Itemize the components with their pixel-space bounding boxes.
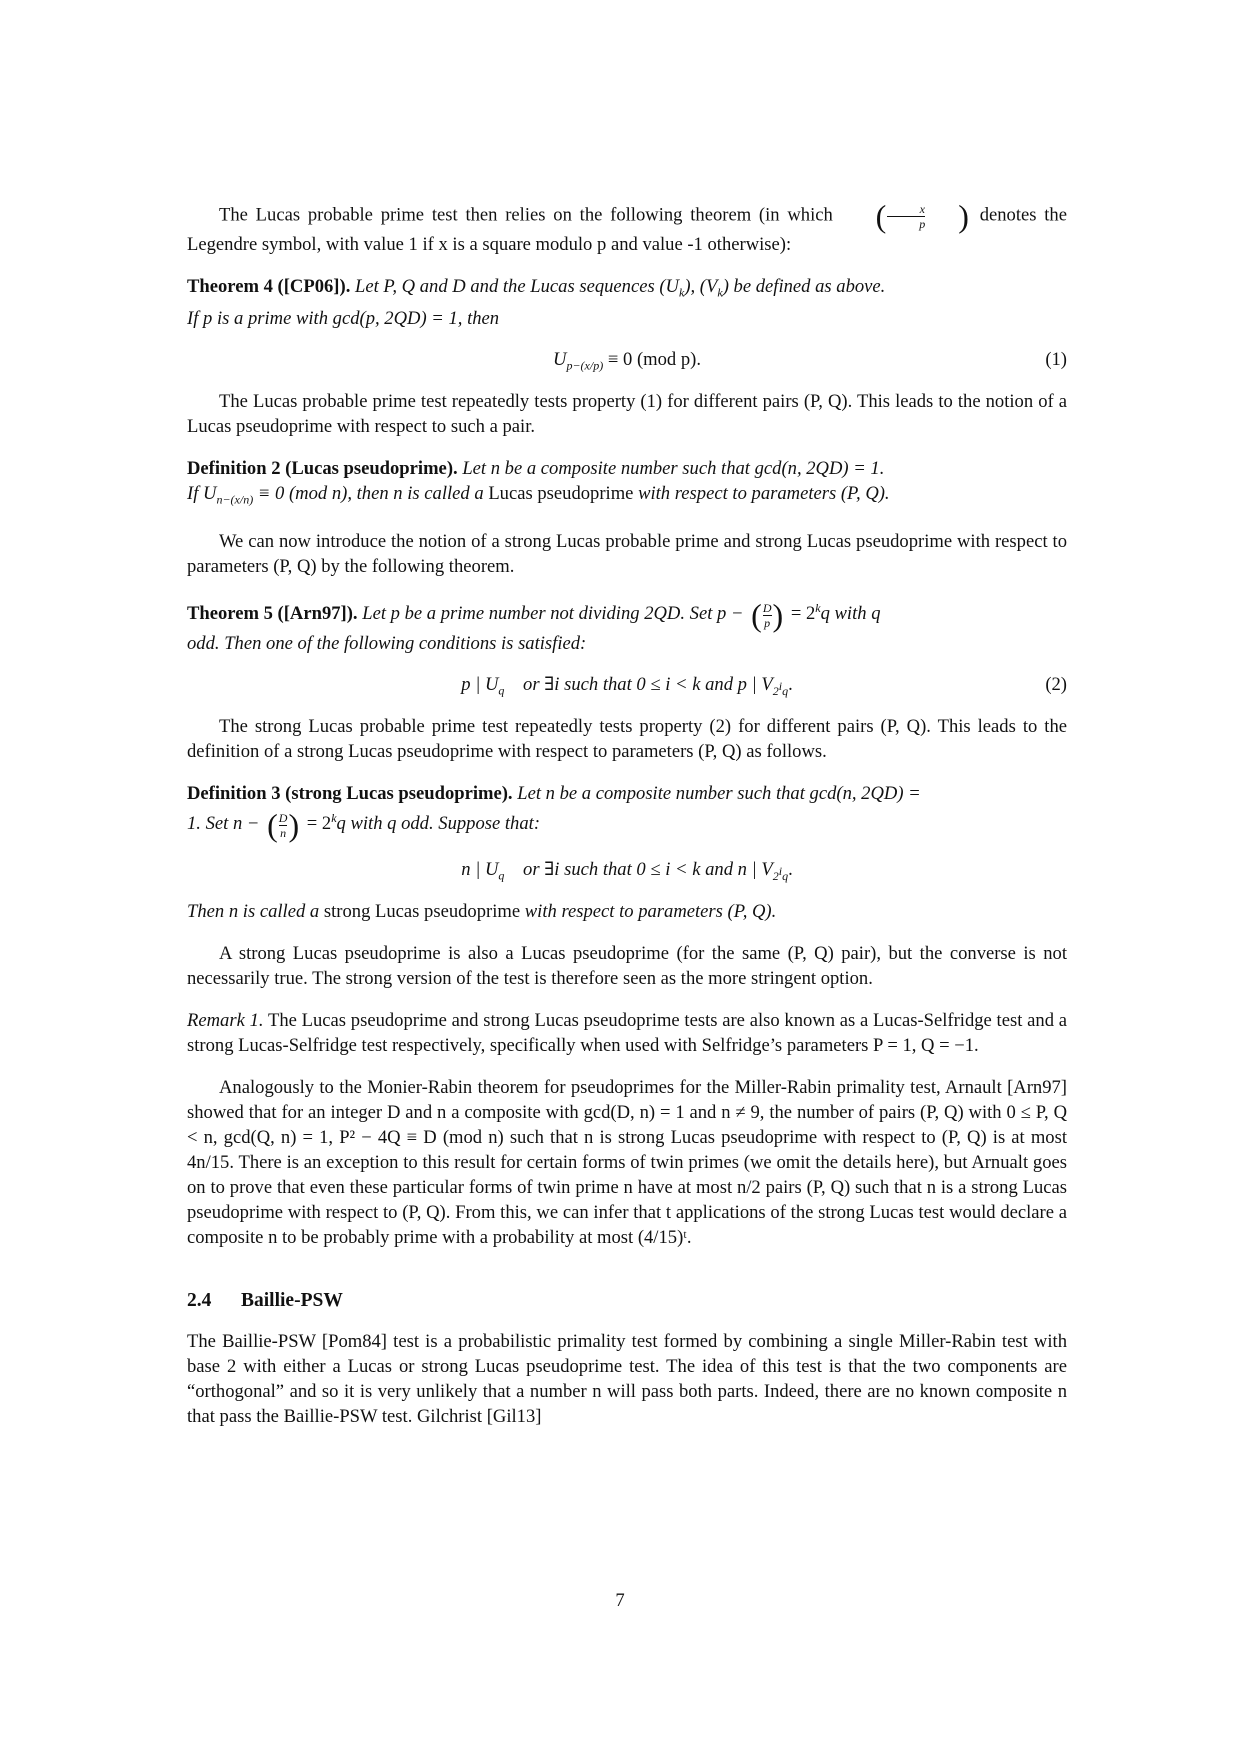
definition-term: strong Lucas pseudoprime [323,901,521,923]
equation-lhs: U [553,348,567,370]
equation-3: n | $U_q$ or ∃i such that 0 ≤ i < k and n | $V_{2^iq}$. [461,859,793,883]
equation-rhs: ≡ 0 (mod p). [607,348,701,370]
definition-label: Definition 3 (strong Lucas pseudoprime). [187,783,513,805]
definition-term: Lucas pseudoprime [488,482,634,504]
legendre-denominator: p [919,216,926,231]
theorem-text-line2: If p is a prime with gcd(p, 2QD) = 1, then [187,307,500,329]
section-title: Baillie-PSW [241,1290,343,1312]
text: with respect to parameters (P, Q). [524,901,777,923]
page-number: 7 [615,1590,625,1611]
remark-1 [187,1008,1067,1058]
equation-2: p | $U_q$ or ∃i such that 0 ≤ i < k and p | $V_{2^iq}$. (2) [187,670,1067,700]
theorem-4: Theorem 4 ([CP06]). Let P, Q and D and the Lucas sequences $(U_k)$, $(V_k)$ be defined as above. If p is a prime with gcd(p, 2QD) = 1, then [187,276,886,329]
text: Then n is called a [187,901,320,923]
definition-text: = 2 [306,813,332,835]
page-body [187,200,1067,1429]
equation-lhs: n | U [461,859,499,881]
definition-text: q with q odd. Suppose that: [336,813,541,835]
definition-text: Let n be a composite number such that gcd(n, 2QD) = [517,783,921,805]
theorem-text: q with q [820,603,881,625]
legendre-numerator: x [919,201,925,216]
theorem-text: = 2 [790,603,816,625]
definition-text: 1. Set n − [187,813,260,835]
paragraph-converse: A strong Lucas pseudoprime is also a Lucas pseudoprime (for the same (P, Q) pair), but the converse is not necessarily true. The strong version of the test is therefore seen as the more stringent option. [187,943,1067,990]
equation-1: $U_{p-(x/p)} \equiv 0$ (mod p). (1) [187,345,1067,375]
theorem-label: Theorem 5 ([Arn97]). [187,603,358,625]
paragraph-arnault: Analogously to the Monier-Rabin theorem for pseudoprimes for the Miller-Rabin primality test, Arnault [Arn97] showed that for an integer D and n a composite with gcd(D, n) = 1 and n ≠ 9, the number of pairs (P, Q) with 0 ≤ P, Q < n, gcd(Q, n) = 1, P² − 4Q ≡ D (mod n) such that n is strong Lucas pseudoprime with respect to (P, Q) is at most 4n/15. There is an exception to this result for certain forms of twin primes (we omit the details here), but Arnualt goes on to prove that even these particular forms of twin prime n have at most n/2 pairs (P, Q) such that n is a strong Lucas pseudoprime with respect to (P, Q). From this, we can infer that t applications of the strong Lucas test would declare a composite n to be probably prime with a probability at most (4/15)ᵗ. [187,1077,1067,1249]
legendre-symbol: ( $\frac{x}{p}$ ) [875,198,969,234]
remark-text: The Lucas pseudoprime and strong Lucas pseudoprime tests are also known as a Lucas-Selfridge test and a strong Lucas-Selfridge test respectively, specifically when used with Selfridge’s parameters P = 1, Q = −1. [187,1010,1067,1057]
definition-2: Definition 2 (Lucas pseudoprime). Let n be a composite number such that gcd(n, 2QD) = 1. If $U_{n-(x/n)} \equiv 0$ (mod n), then n is called a Lucas pseudoprime with respect to parameters (P, Q). [187,457,890,507]
text: denotes the Legendre symbol, with value 1 if x is a square modulo p and value -1 otherwise): [187,204,1067,255]
section-number: 2.4 [187,1290,212,1312]
definition-label: Definition 2 (Lucas pseudoprime). [187,457,458,479]
equation-number: (2) [1045,674,1067,696]
definition-text: If U [187,482,217,504]
equation-rhs: or ∃i such that 0 ≤ i < k and p | V [523,674,773,696]
definition-text: ≡ 0 (mod n), then n is called a [257,482,484,504]
paragraph-baillie-psw: The Baillie-PSW [Pom84] test is a probabilistic primality test formed by combining a single Miller-Rabin test with base 2 with either a Lucas or strong Lucas pseudoprime test. The idea of this test is that the two components are “orthogonal” and so it is very unlikely that a number n will pass both parts. Indeed, there are no known composite n that pass the Baillie-PSW test. Gilchrist [Gil13] [187,1331,1067,1428]
definition-3: Definition 3 (strong Lucas pseudoprime). Let n be a composite number such that gcd(n, 2QD) = 1. Set n − ( $\frac{D}{n}$ ) = $2^kq$ with q odd. Suppose that: [187,783,921,844]
legendre-symbol: ( $\frac{D}{n}$ ) [267,807,300,844]
definition-text: with respect to parameters (P, Q). [638,482,890,504]
theorem-text: Let P, Q and D and the Lucas sequences (U [355,276,679,297]
equation-number: (1) [1045,348,1067,370]
definition-text: Let n be a composite number such that gcd(n, 2QD) = 1. [462,457,885,479]
paragraph-lucas-test: The Lucas probable prime test repeatedly tests property (1) for different pairs (P, Q). This leads to the notion of a Lucas pseudoprime with respect to such a pair. [187,390,1067,437]
theorem-label: Theorem 4 ([CP06]). [187,276,351,297]
legendre-symbol: ( $\frac{D}{p}$ ) [751,597,784,634]
paragraph-strong-intro: We can now introduce the notion of a strong Lucas probable prime and strong Lucas pseudoprime with respect to parameters (P, Q) by the following theorem. [187,531,1067,578]
theorem-text-line2: odd. Then one of the following conditions is satisfied: [187,633,587,655]
section-heading [187,1288,1067,1313]
definition-3-conclusion [187,899,1067,924]
paragraph-strong-test: The strong Lucas probable prime test repeatedly tests property (2) for different pairs (P, Q). This leads to the definition of a strong Lucas pseudoprime with respect to parameters (P, Q) as follows. [187,716,1067,763]
remark-label: Remark 1. [187,1010,264,1032]
theorem-5: Theorem 5 ([Arn97]). Let p be a prime number not dividing 2QD. Set p − ( $\frac{D}{p}$ ) = $2^kq$ with q odd. Then one of the following conditions is satisfied: [187,597,881,655]
paragraph-legendre-intro [187,200,1067,257]
equation-lhs: p | U [461,674,499,696]
text: The Lucas probable prime test then relies on the following theorem (in which [219,204,833,226]
equation-rhs: or ∃i such that 0 ≤ i < k and n | V [523,859,773,881]
theorem-text: Let p be a prime number not dividing 2QD. Set p − [362,603,744,625]
